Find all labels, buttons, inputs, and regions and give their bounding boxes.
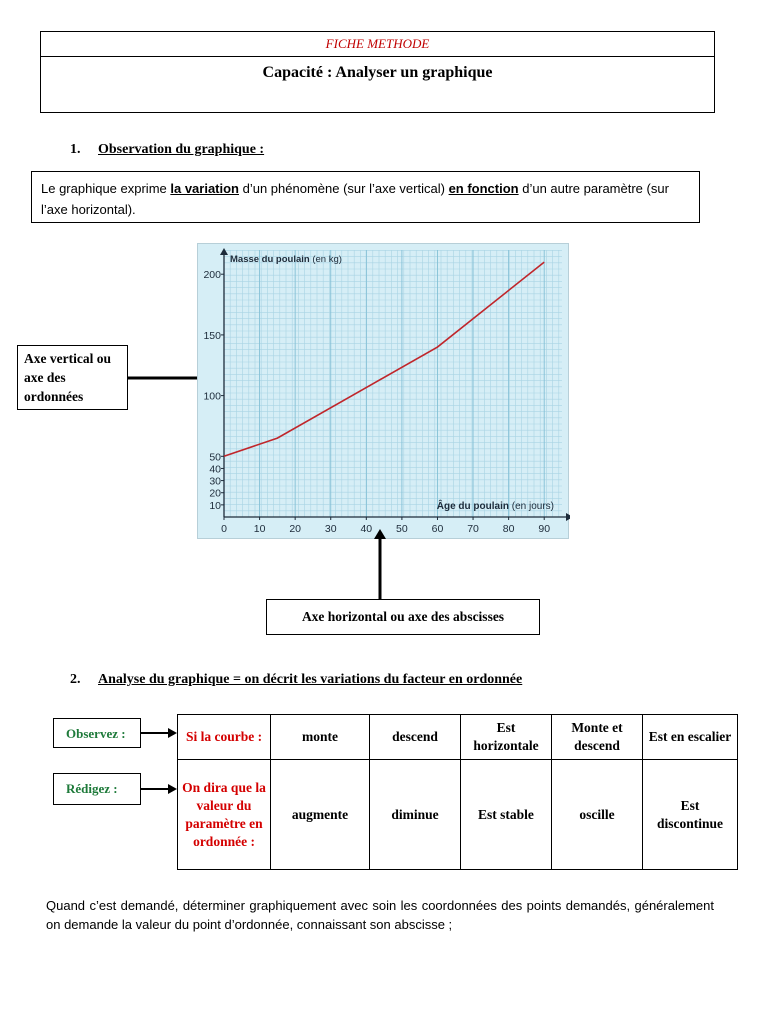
row-header-courbe: Si la courbe :	[178, 715, 271, 760]
callout-vertical-axis: Axe vertical ou axe des ordonnées	[17, 345, 128, 410]
y-tick-label: 50	[209, 451, 221, 464]
definition-bold-variation: la variation	[170, 181, 239, 196]
x-axis-label: Âge du poulain (en jours)	[436, 501, 554, 512]
x-tick-label: 80	[502, 523, 515, 535]
page-title: Capacité : Analyser un graphique	[262, 64, 493, 81]
x-tick-label: 0	[221, 523, 227, 535]
x-axis-arrow	[566, 513, 570, 521]
table-cell: monte	[271, 715, 370, 760]
header-label: FICHE METHODE	[41, 32, 714, 57]
definition-bold-fonction: en fonction	[448, 181, 519, 196]
y-axis-arrow	[220, 248, 228, 255]
table-cell: Est discontinue	[643, 760, 738, 870]
y-tick-label: 200	[203, 269, 221, 282]
chart-panel	[197, 243, 569, 539]
table-cell: diminue	[370, 760, 461, 870]
definition-text-1: Le graphique exprime	[41, 181, 171, 196]
y-tick-label: 40	[209, 463, 221, 476]
y-axis-label: Masse du poulain (en kg)	[230, 254, 342, 265]
x-tick-label: 50	[396, 523, 408, 535]
x-tick-label: 40	[360, 523, 373, 535]
section-1-title: Observation du graphique :	[98, 142, 265, 157]
chart-svg	[198, 244, 570, 540]
table-row	[178, 760, 738, 870]
table-cell: Monte et descend	[552, 715, 643, 760]
row-header-on-dira: On dira que la valeur du paramètre en ordonnée :	[178, 760, 271, 870]
arrow-observe	[141, 726, 179, 740]
arrow-redigez	[141, 782, 179, 796]
x-tick-label: 10	[253, 523, 266, 535]
section-2-heading	[70, 672, 522, 688]
instruction-paragraph: Quand c’est demandé, déterminer graphiquement avec soin les coordonnées des points demandés, généralement on demande la valeur du point d’ordonnée, connaissant son abscisse ;	[46, 898, 714, 932]
table-cell: descend	[370, 715, 461, 760]
y-tick-label: 30	[209, 475, 221, 488]
callout-horizontal-axis: Axe horizontal ou axe des abscisses	[266, 599, 540, 635]
x-tick-label: 20	[289, 523, 302, 535]
table-cell: Est en escalier	[643, 715, 738, 760]
redigez-label: Rédigez :	[53, 773, 141, 805]
series-line	[224, 262, 544, 456]
table-cell: augmente	[271, 760, 370, 870]
x-tick-label: 60	[431, 523, 444, 535]
arrow-horizontal-axis	[370, 527, 390, 601]
x-tick-label: 70	[467, 523, 479, 535]
table-cell: Est stable	[461, 760, 552, 870]
section-2-number: 2.	[70, 672, 81, 687]
section-1-number: 1.	[70, 142, 81, 157]
y-tick-label: 10	[209, 499, 221, 512]
y-tick-label: 100	[203, 390, 221, 403]
definition-text-3: d’un autre paramètre (sur l’axe horizontal).	[41, 181, 669, 217]
section-1-heading	[70, 142, 264, 158]
definition-box	[31, 171, 700, 223]
x-tick-label: 30	[324, 523, 337, 535]
y-tick-label: 20	[209, 487, 221, 500]
definition-text-2: d’un phénomène (sur l’axe vertical)	[239, 181, 449, 196]
analysis-table	[177, 714, 738, 870]
y-tick-label: 150	[203, 329, 221, 342]
table-row	[178, 715, 738, 760]
section-2-title: Analyse du graphique = on décrit les variations du facteur en ordonnée	[98, 672, 523, 687]
table-cell: Est horizontale	[461, 715, 552, 760]
x-tick-label: 90	[538, 523, 551, 535]
header-box	[40, 31, 715, 113]
observe-label: Observez :	[53, 718, 141, 748]
table-cell: oscille	[552, 760, 643, 870]
